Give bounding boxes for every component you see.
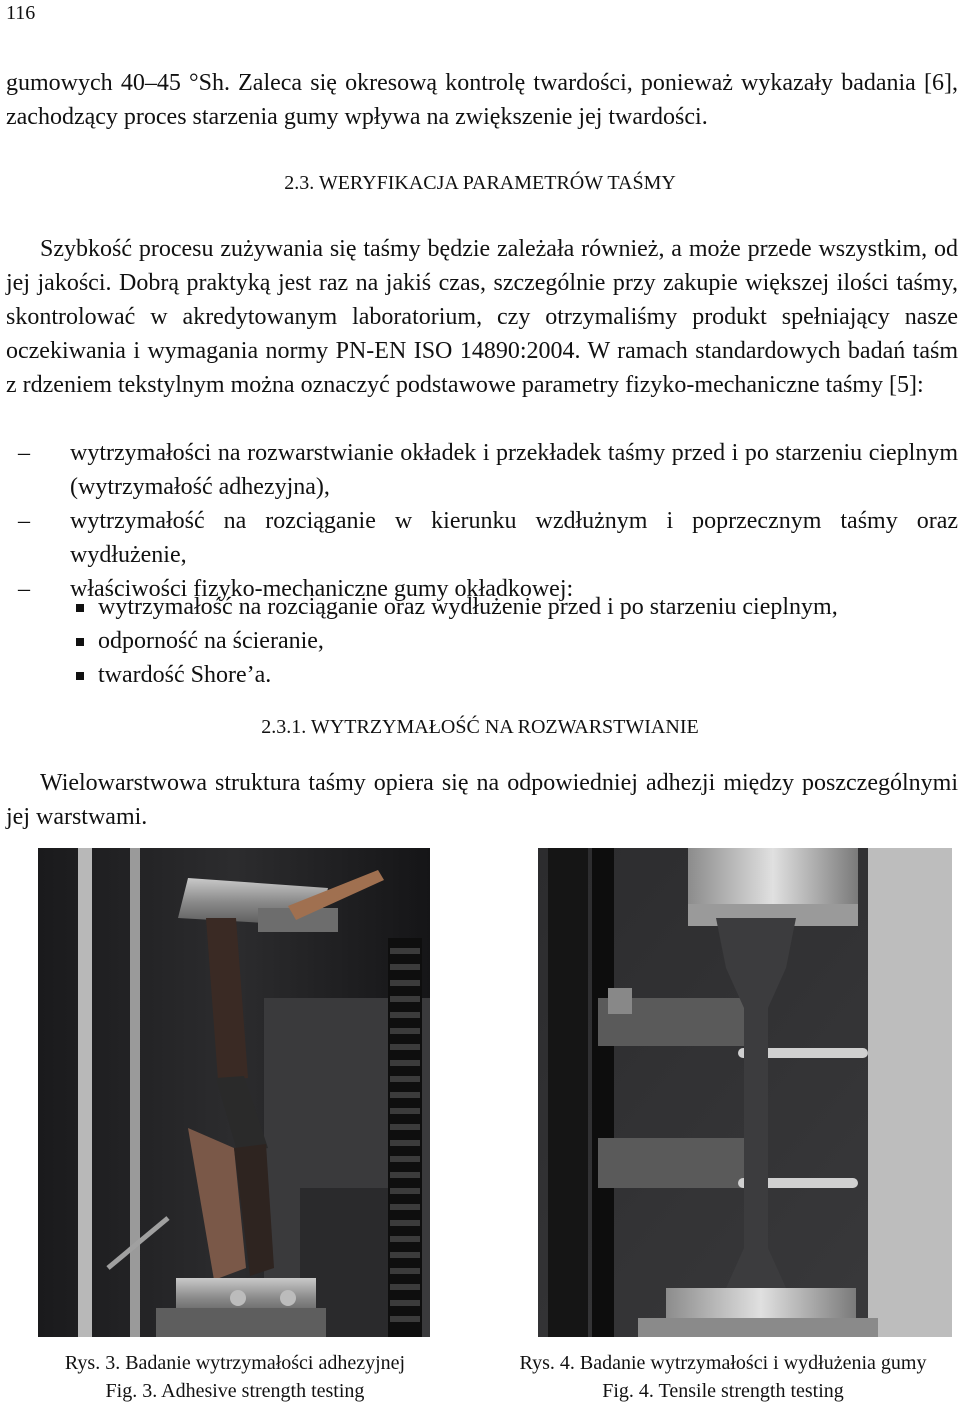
sublist-item-text: wytrzymałość na rozciąganie oraz wydłużenie przed i po starzeniu cieplnym,: [98, 594, 838, 620]
dash-bullet-icon: –: [18, 508, 30, 534]
section-heading-2-3-1: 2.3.1. WYTRZYMAŁOŚĆ NA ROZWARSTWIANIE: [261, 716, 699, 738]
dash-bullet-icon: –: [18, 576, 30, 602]
adhesion-test-illustration: [38, 848, 430, 1337]
paragraph-structure: Wielowarstwowa struktura taśmy opiera się na odpowiedniej adhezji między poszczególnymi jej warstwami.: [6, 770, 958, 830]
list-item-text: wytrzymałości na rozwarstwianie okładek i przekładek taśmy przed i po starzeniu cieplnym (wytrzymałość adhezyjna),: [70, 440, 958, 500]
figure-4-caption-polish: Rys. 4. Badanie wytrzymałości i wydłużenia gumy: [519, 1352, 927, 1374]
figure-3-caption-polish: Rys. 3. Badanie wytrzymałości adhezyjnej: [64, 1352, 406, 1374]
figure-4-photo: [538, 848, 952, 1337]
sublist-item-text: twardość Shore’a.: [98, 662, 272, 688]
square-bullet-icon: [76, 672, 84, 680]
paragraph-verification: Szybkość procesu zużywania się taśmy będzie zależała również, a może przede wszystkim, od jej jakości. Dobrą praktyką jest raz na jakiś czas, szczególnie przy zakupie większej ilości taśmy, skontrolować w akredytowanym laboratorium, czy otrzymaliśmy produkt spełniający nasze oczekiwania i wymagania normy PN-EN ISO 14890:2004. W ramach standardowych badań taśm z rdzeniem tekstylnym można oznaczyć podstawowe parametry fizyko-mechaniczne taśmy [5]:: [6, 236, 958, 398]
figure-4-caption: [488, 1349, 958, 1405]
figure-4-caption-english: Fig. 4. Tensile strength testing: [602, 1380, 844, 1402]
tensile-test-illustration: [538, 848, 952, 1337]
square-bullet-icon: [76, 604, 84, 612]
parameter-list: [6, 436, 958, 606]
sublist-item: [6, 624, 958, 658]
figure-3-caption: [20, 1349, 450, 1405]
list-item-text: wytrzymałość na rozciąganie w kierunku wzdłużnym i poprzecznym taśmy oraz wydłużenie,: [70, 508, 958, 568]
list-item-text: właściwości fizyko-mechaniczne gumy okładkowej:: [70, 576, 574, 602]
dash-bullet-icon: –: [18, 440, 30, 466]
paragraph-intro: gumowych 40–45 °Sh. Zaleca się okresową kontrolę twardości, ponieważ wykazały badania [6], zachodzący proces starzenia gumy wpływa na zwiększenie jej twardości.: [6, 70, 958, 130]
sublist-item: [6, 658, 958, 692]
figure-3-caption-english: Fig. 3. Adhesive strength testing: [105, 1380, 365, 1402]
sublist-item-text: odporność na ścieranie,: [98, 628, 324, 654]
page-number: 116: [6, 2, 36, 24]
list-item: [6, 504, 958, 572]
list-item: [6, 436, 958, 504]
rubber-properties-sublist: [6, 590, 958, 692]
sublist-item: [6, 590, 958, 624]
figure-3-photo: [38, 848, 430, 1337]
section-heading-2-3: 2.3. WERYFIKACJA PARAMETRÓW TAŚMY: [284, 172, 676, 194]
square-bullet-icon: [76, 638, 84, 646]
